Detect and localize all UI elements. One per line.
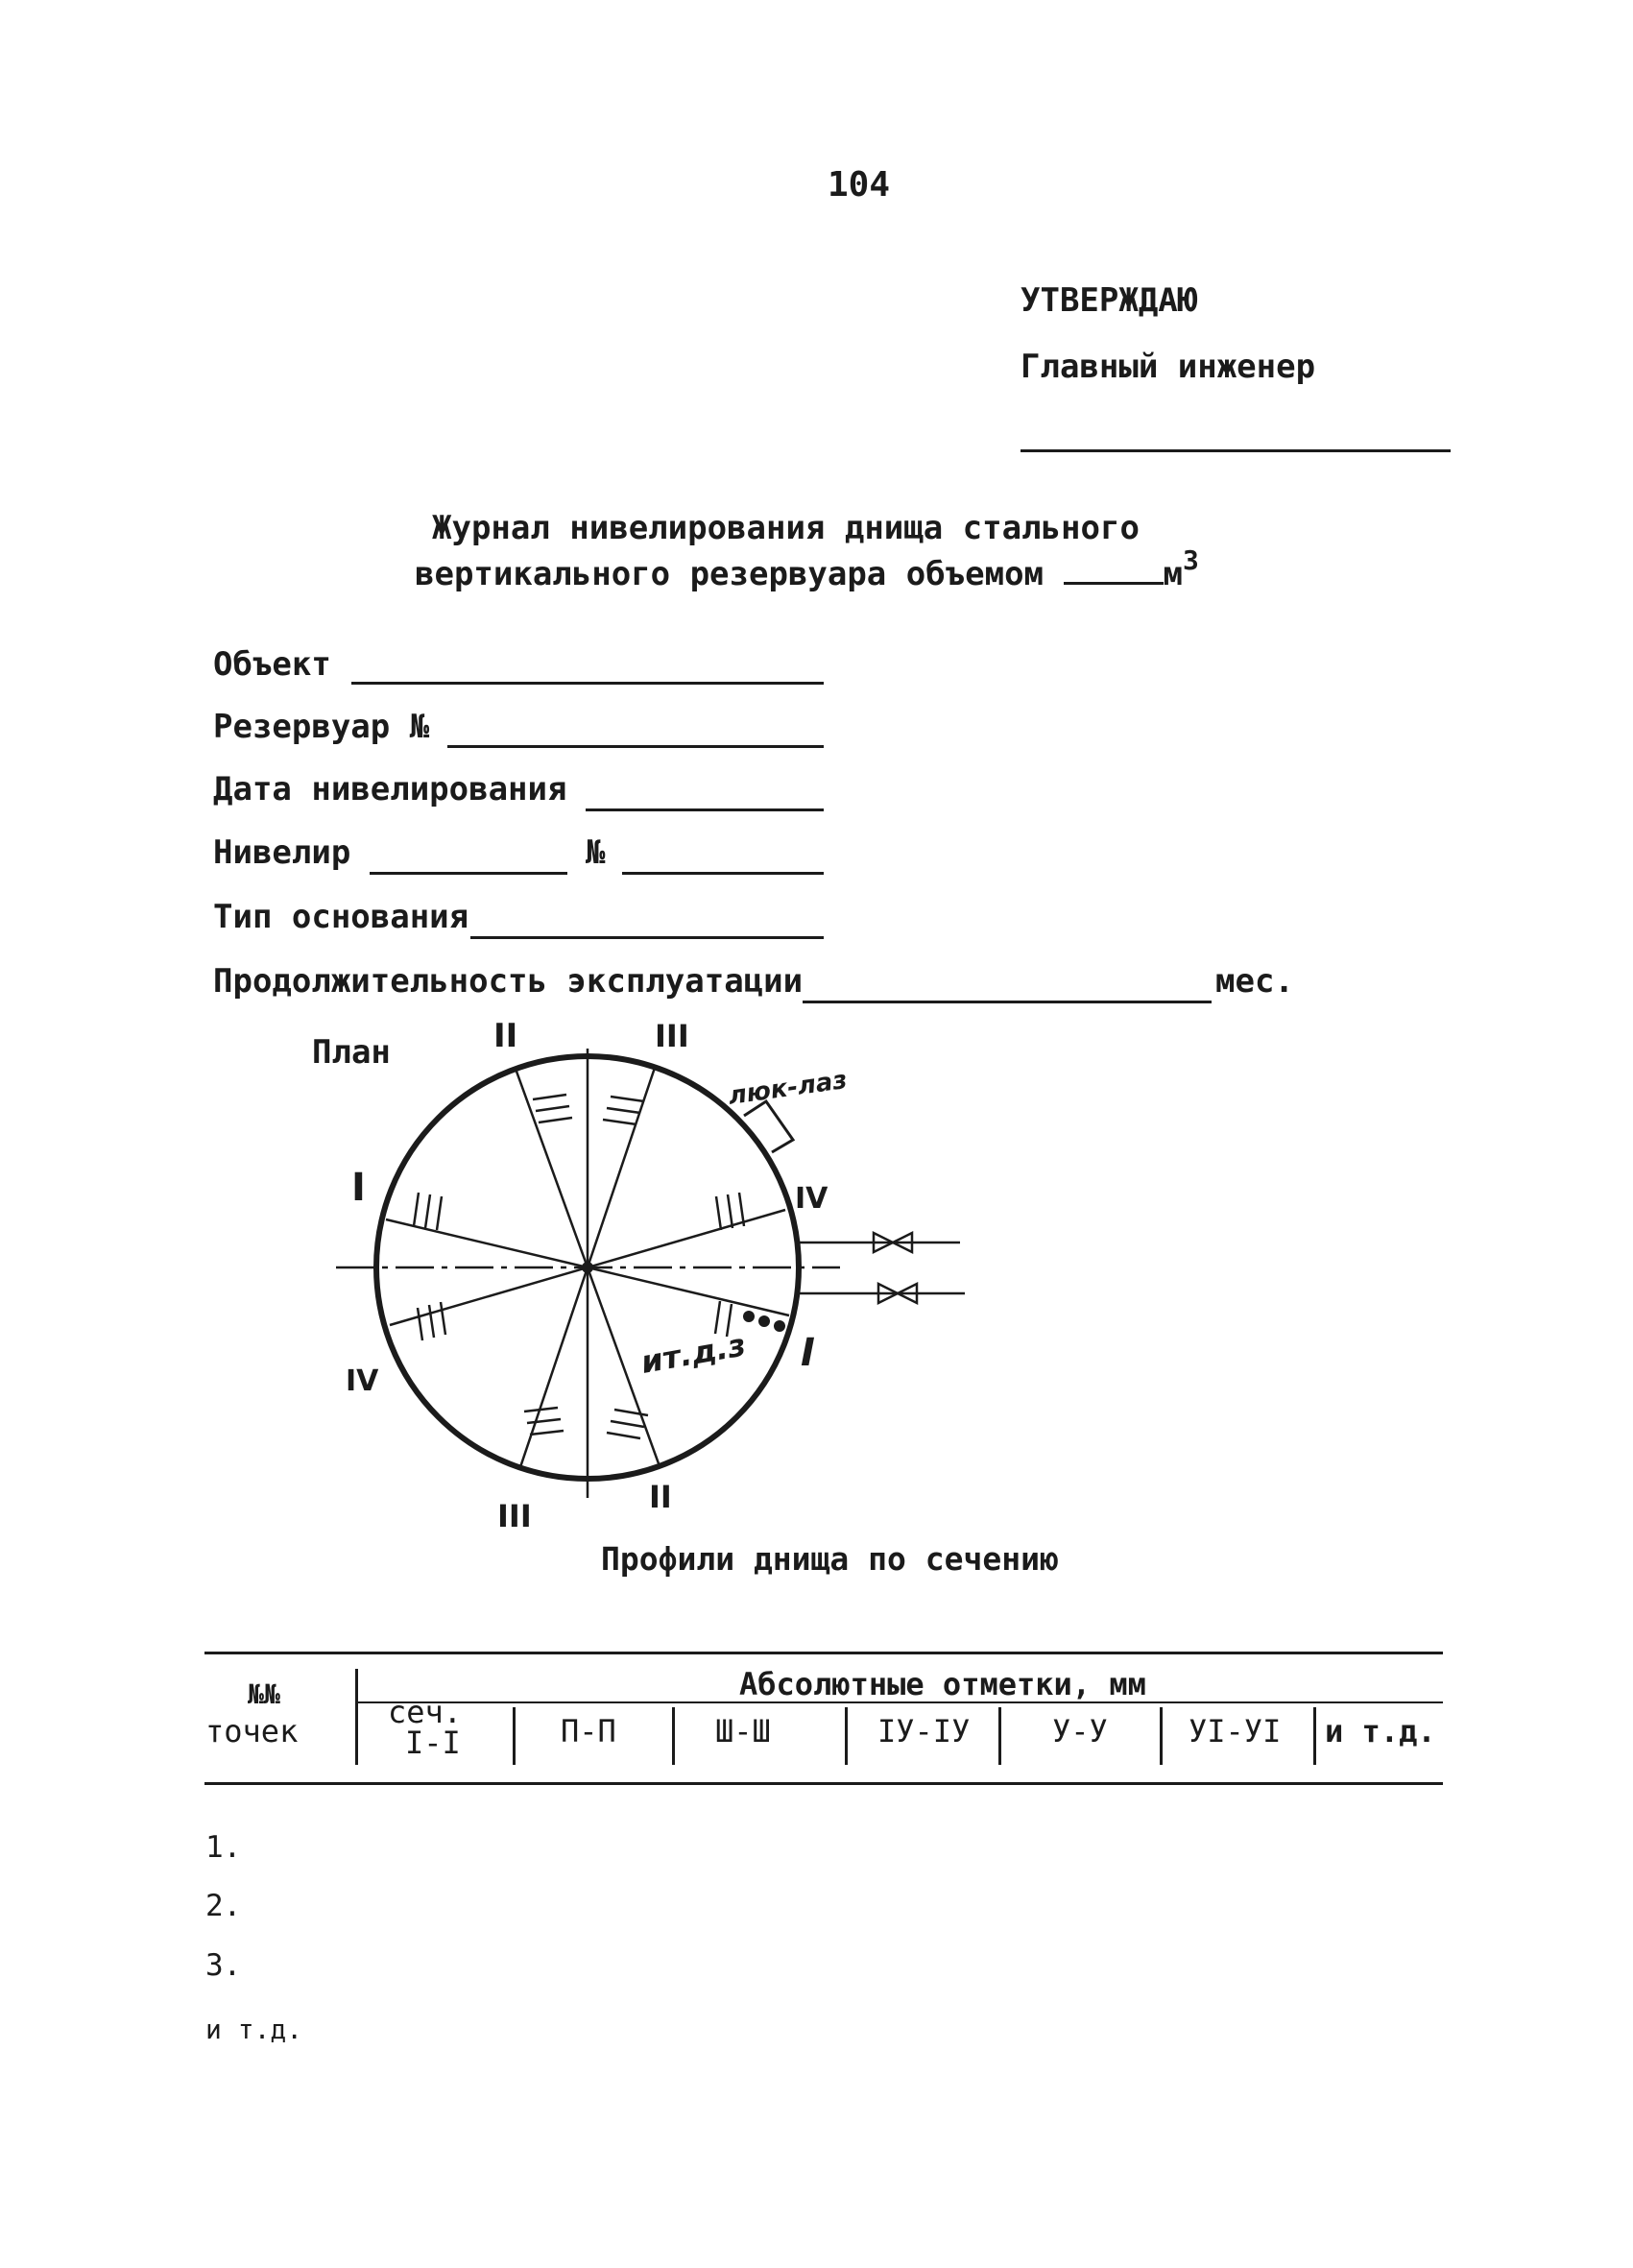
field-level-no-label: № bbox=[586, 833, 606, 872]
title-line2-text: вертикального резервуара объемом bbox=[415, 555, 1045, 593]
field-tank-blank bbox=[447, 745, 824, 748]
document-title-line1: Журнал нивелирования днища стального bbox=[432, 509, 1140, 547]
table-row-label: 2. bbox=[205, 1889, 242, 1923]
col-divider-1 bbox=[513, 1707, 516, 1765]
col-divider-2 bbox=[672, 1707, 675, 1765]
col6-header: УI-УI bbox=[1189, 1713, 1282, 1749]
hatch-symbol bbox=[744, 1101, 793, 1152]
outlet-label: ит.д.з bbox=[637, 1326, 749, 1381]
section-label-III-top: III bbox=[655, 1018, 689, 1054]
table-row-label: 1. bbox=[205, 1830, 242, 1865]
section-label-I-left: I bbox=[351, 1166, 366, 1210]
section-label-I-right: I bbox=[801, 1331, 815, 1375]
table-row-label: 3. bbox=[205, 1948, 242, 1983]
col-divider-4 bbox=[998, 1707, 1001, 1765]
col-points-line2: точек bbox=[205, 1713, 299, 1749]
col7-header: и т.д. bbox=[1325, 1713, 1436, 1749]
col-divider-6 bbox=[1313, 1707, 1316, 1765]
col2-header: П-П bbox=[561, 1713, 616, 1749]
approval-position: Главный инженер bbox=[1021, 348, 1316, 386]
volume-unit: м bbox=[1163, 555, 1183, 593]
field-object-label: Объект bbox=[213, 645, 331, 684]
col-points-line1: №№ bbox=[248, 1678, 280, 1710]
table-group-header: Абсолютные отметки, мм bbox=[739, 1666, 1146, 1702]
plan-label: План bbox=[312, 1033, 391, 1072]
section-label-II-bottom: II bbox=[649, 1479, 672, 1515]
field-level-label: Нивелир bbox=[213, 833, 351, 872]
hatch-label: люк-лаз bbox=[726, 1065, 850, 1111]
profile-caption: Профили днища по сечению bbox=[601, 1540, 1059, 1578]
document-title-line2 bbox=[415, 544, 1199, 593]
col1-line1: сеч. bbox=[388, 1694, 463, 1730]
field-base-type-label: Тип основания bbox=[213, 898, 469, 936]
centre-point bbox=[582, 1262, 593, 1273]
field-date-label: Дата нивелирования bbox=[213, 770, 567, 808]
field-duration-blank bbox=[803, 1001, 1212, 1003]
section-label-II-top: II bbox=[493, 1017, 518, 1055]
section-label-III-bottom: III bbox=[497, 1498, 532, 1534]
approval-signature-line bbox=[1021, 449, 1451, 452]
table-row-label: и т.д. bbox=[205, 2014, 303, 2045]
col1-line2: I-I bbox=[405, 1725, 461, 1761]
field-duration-label: Продолжительность эксплуатации bbox=[213, 962, 804, 1001]
volume-blank bbox=[1064, 557, 1164, 585]
field-duration-unit: мес. bbox=[1215, 962, 1294, 1001]
field-base-type-blank bbox=[470, 936, 824, 939]
table-top-rule bbox=[204, 1652, 1443, 1654]
col-divider-3 bbox=[845, 1707, 848, 1765]
col-divider-5 bbox=[1160, 1707, 1163, 1765]
volume-unit-sup: 3 bbox=[1183, 544, 1199, 576]
field-level-no-blank bbox=[622, 872, 824, 875]
table-bottom-rule bbox=[204, 1782, 1443, 1785]
field-object-blank bbox=[351, 682, 824, 685]
section-label-IV-left: IV bbox=[346, 1364, 379, 1398]
section-label-IV-right: IV bbox=[795, 1182, 829, 1216]
col4-header: IУ-IУ bbox=[877, 1713, 971, 1749]
tank-plan-diagram bbox=[317, 1008, 1008, 1546]
field-level-blank bbox=[370, 872, 567, 875]
page-number: 104 bbox=[828, 165, 891, 205]
col5-header: У-У bbox=[1052, 1713, 1108, 1749]
approval-title: УТВЕРЖДАЮ bbox=[1021, 281, 1198, 320]
field-tank-label: Резервуар № bbox=[213, 708, 430, 746]
col3-header: Ш-Ш bbox=[715, 1713, 771, 1749]
col-divider-0 bbox=[355, 1669, 358, 1765]
field-date-blank bbox=[586, 808, 824, 811]
